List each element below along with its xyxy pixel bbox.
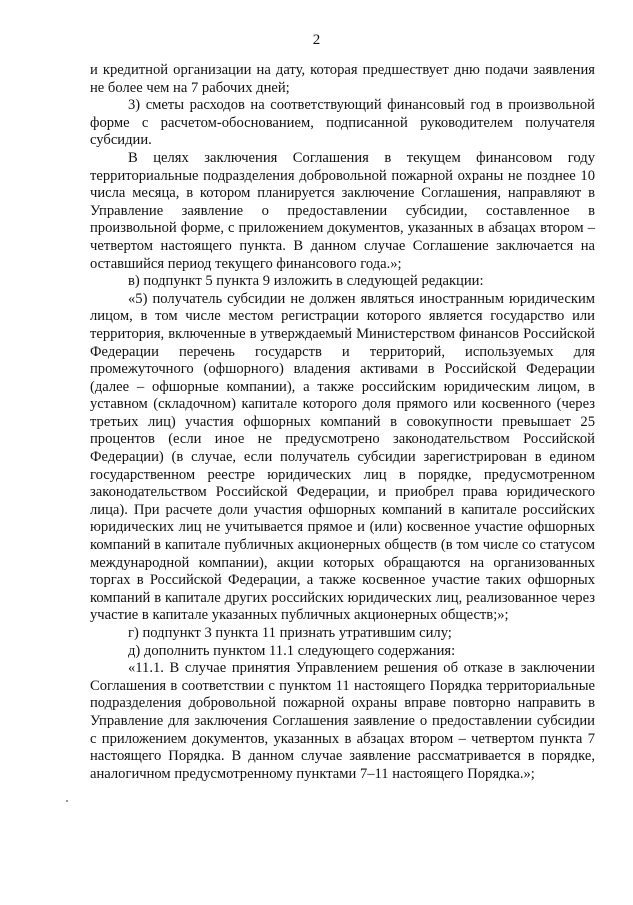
- paragraph-amendment-d: д) дополнить пунктом 11.1 следующего содержания:: [128, 642, 456, 659]
- paragraph-amendment-g: г) подпункт 3 пункта 11 признать утратившим силу;: [128, 625, 452, 641]
- paragraph-subitem-5: «5) получатель субсидии не должен являться иностранным юридическим лицом, в том числе местом регистрации которого является государство или территория, включенные в утверждаемый Министерством финансов Российской Федерации перечень государств и территорий, используемых для промежуточного (офшорного) владения активами в Российской Федерации (далее – офшорные компании), а также российским юридическим лицом, в уставном (складочном) капитале которого доля прямого или косвенного (через третьих лиц) участия офшорных компаний в совокупности превышает 25 процентов (если иное не предусмотрено законодательством Российской Федерации) (в случае, если получатель субсидии зарегистрирован в едином государственном реестре юридических лиц в порядке, предусмотренном законодательством Российской Федерации, и приобрел права юридического лица). При расчете доли участия офшорных компаний в капитале российских юридических лиц не учитывается прямое и (или) косвенное участие офшорных компаний в капитале публичных акционерных обществ (в том числе со статусом международной компании), акции которых обращаются на организованных торгах в Российской Федерации, а также косвенное участие таких офшорных компаний в капитале других российских юридических лиц, реализованное через участие в капитале указанных публичных акционерных обществ;»;: [90, 290, 595, 624]
- paragraph-continuation: и кредитной организации на дату, которая предшествует дню подачи заявления не более чем на 7 рабочих дней;: [90, 62, 595, 96]
- document-body: [90, 62, 595, 783]
- page-number: 2: [312, 32, 321, 48]
- paragraph-item-11-1: «11.1. В случае принятия Управлением решения об отказе в заключении Соглашения в соответствии с пунктом 11 настоящего Порядка территориальные подразделения добровольной пожарной охраны вправе повторно направить в Управление для заключения Соглашения заявление о предоставлении субсидии с приложением документов, указанных в абзацах втором – четвертом пункта 7 настоящего Порядка. В данном случае заявление рассматривается в порядке, аналогичном предусмотренному пунктами 7–11 настоящего Порядка.»;: [90, 660, 595, 782]
- paragraph-item-3: 3) сметы расходов на соответствующий финансовый год в произвольной форме с расчетом-обоснованием, подписанной руководителем получателя субсидии.: [90, 97, 595, 149]
- paragraph-amendment-v: в) подпункт 5 пункта 9 изложить в следующей редакции:: [128, 273, 484, 290]
- scan-speck: [66, 800, 68, 802]
- paragraph-agreement-deadline: В целях заключения Соглашения в текущем финансовом году территориальные подразделения добровольной пожарной охраны не позднее 10 числа месяца, в котором планируется заключение Соглашения, направляют в Управление заявление о предоставлении субсидии, составленное в произвольной форме, с приложением документов, указанных в абзацах втором – четвертом настоящего пункта. В данном случае Соглашение заключается на оставшийся период текущего финансового года.»;: [90, 149, 595, 272]
